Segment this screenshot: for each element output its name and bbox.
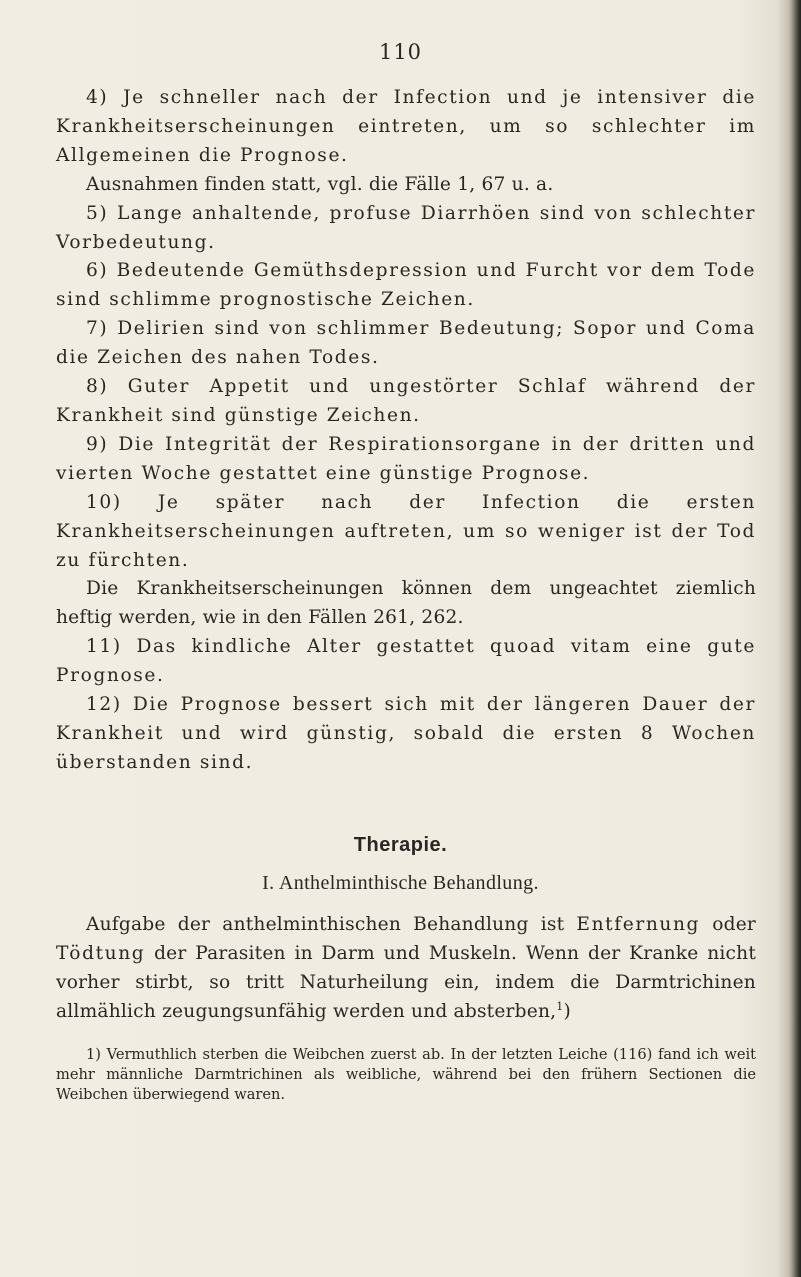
paragraph-5: 5) Lange anhaltende, profuse Diarrhöen sind von schlechter Vorbedeutung. [56, 202, 756, 253]
footnote-text: 1) Vermuthlich sterben die Weibchen zuerst ab. In der letzten Leiche (116) fand ich weit mehr männliche Darmtrichinen als weibliche, während bei den frühern Sectionen die Weibchen überwiegend waren. [56, 1046, 756, 1103]
paragraph-12: 12) Die Prognose bessert sich mit der längeren Dauer der Krankheit und wird günstig, sobald die ersten 8 Wochen überstanden sind. [56, 694, 756, 773]
paragraph-exceptions: Ausnahmen finden statt, vgl. die Fälle 1, 67 u. a. [86, 173, 554, 195]
prognosis-list [56, 84, 756, 778]
paragraph-note: Die Krankheitserscheinungen können dem ungeachtet ziemlich heftig werden, wie in den Fällen 261, 262. [56, 578, 756, 629]
therapy-text-part: ) [563, 1001, 571, 1022]
therapy-text [56, 910, 756, 1026]
emphasis-toedtung: Tödtung [56, 943, 146, 964]
page-edge-shadow [789, 0, 801, 1277]
footnote-reference[interactable]: 1 [556, 999, 564, 1013]
therapy-text-part: Aufgabe der anthelminthischen Behandlung ist [86, 914, 577, 935]
therapy-text-part: oder [700, 914, 756, 935]
paragraph-8: 8) Guter Appetit und ungestörter Schlaf während der Krankheit sind günstige Zeichen. [56, 376, 756, 426]
paragraph-11: 11) Das kindliche Alter gestattet quoad vitam eine gute Prognose. [56, 636, 756, 687]
emphasis-entfernung: Entfernung [576, 914, 701, 935]
paragraph-6: 6) Bedeutende Gemüthsdepression und Furcht vor dem Tode sind schlimme prognostische Zeichen. [56, 260, 756, 311]
paragraph-4: 4) Je schneller nach der Infection und je intensiver die Krankheitserscheinungen eintreten, um so schlechter im Allgemeinen die Prognose. [56, 87, 756, 166]
therapy-text-part: der Parasiten in Darm und Muskeln. Wenn der Kranke nicht vorher stirbt, so tritt Naturheilung ein, indem die Darmtrichinen allmählich zeugungsunfähig werden und absterben, [56, 943, 756, 1022]
therapy-paragraph [56, 910, 756, 1026]
page-number: 110 [378, 40, 423, 64]
subsection-heading: I. Anthelminthische Behandlung. [262, 872, 539, 894]
section-heading: Therapie. [353, 834, 448, 856]
paragraph-9: 9) Die Integrität der Respirationsorgane in der dritten und vierten Woche gestattet eine günstige Prognose. [56, 433, 756, 484]
paragraph-7: 7) Delirien sind von schlimmer Bedeutung; Sopor und Coma die Zeichen des nahen Todes. [56, 318, 756, 369]
paragraph-10: 10) Je später nach der Infection die ersten Krankheitserscheinungen auftreten, um so weniger ist der Tod zu fürchten. [56, 491, 756, 571]
footnote [56, 1045, 756, 1105]
